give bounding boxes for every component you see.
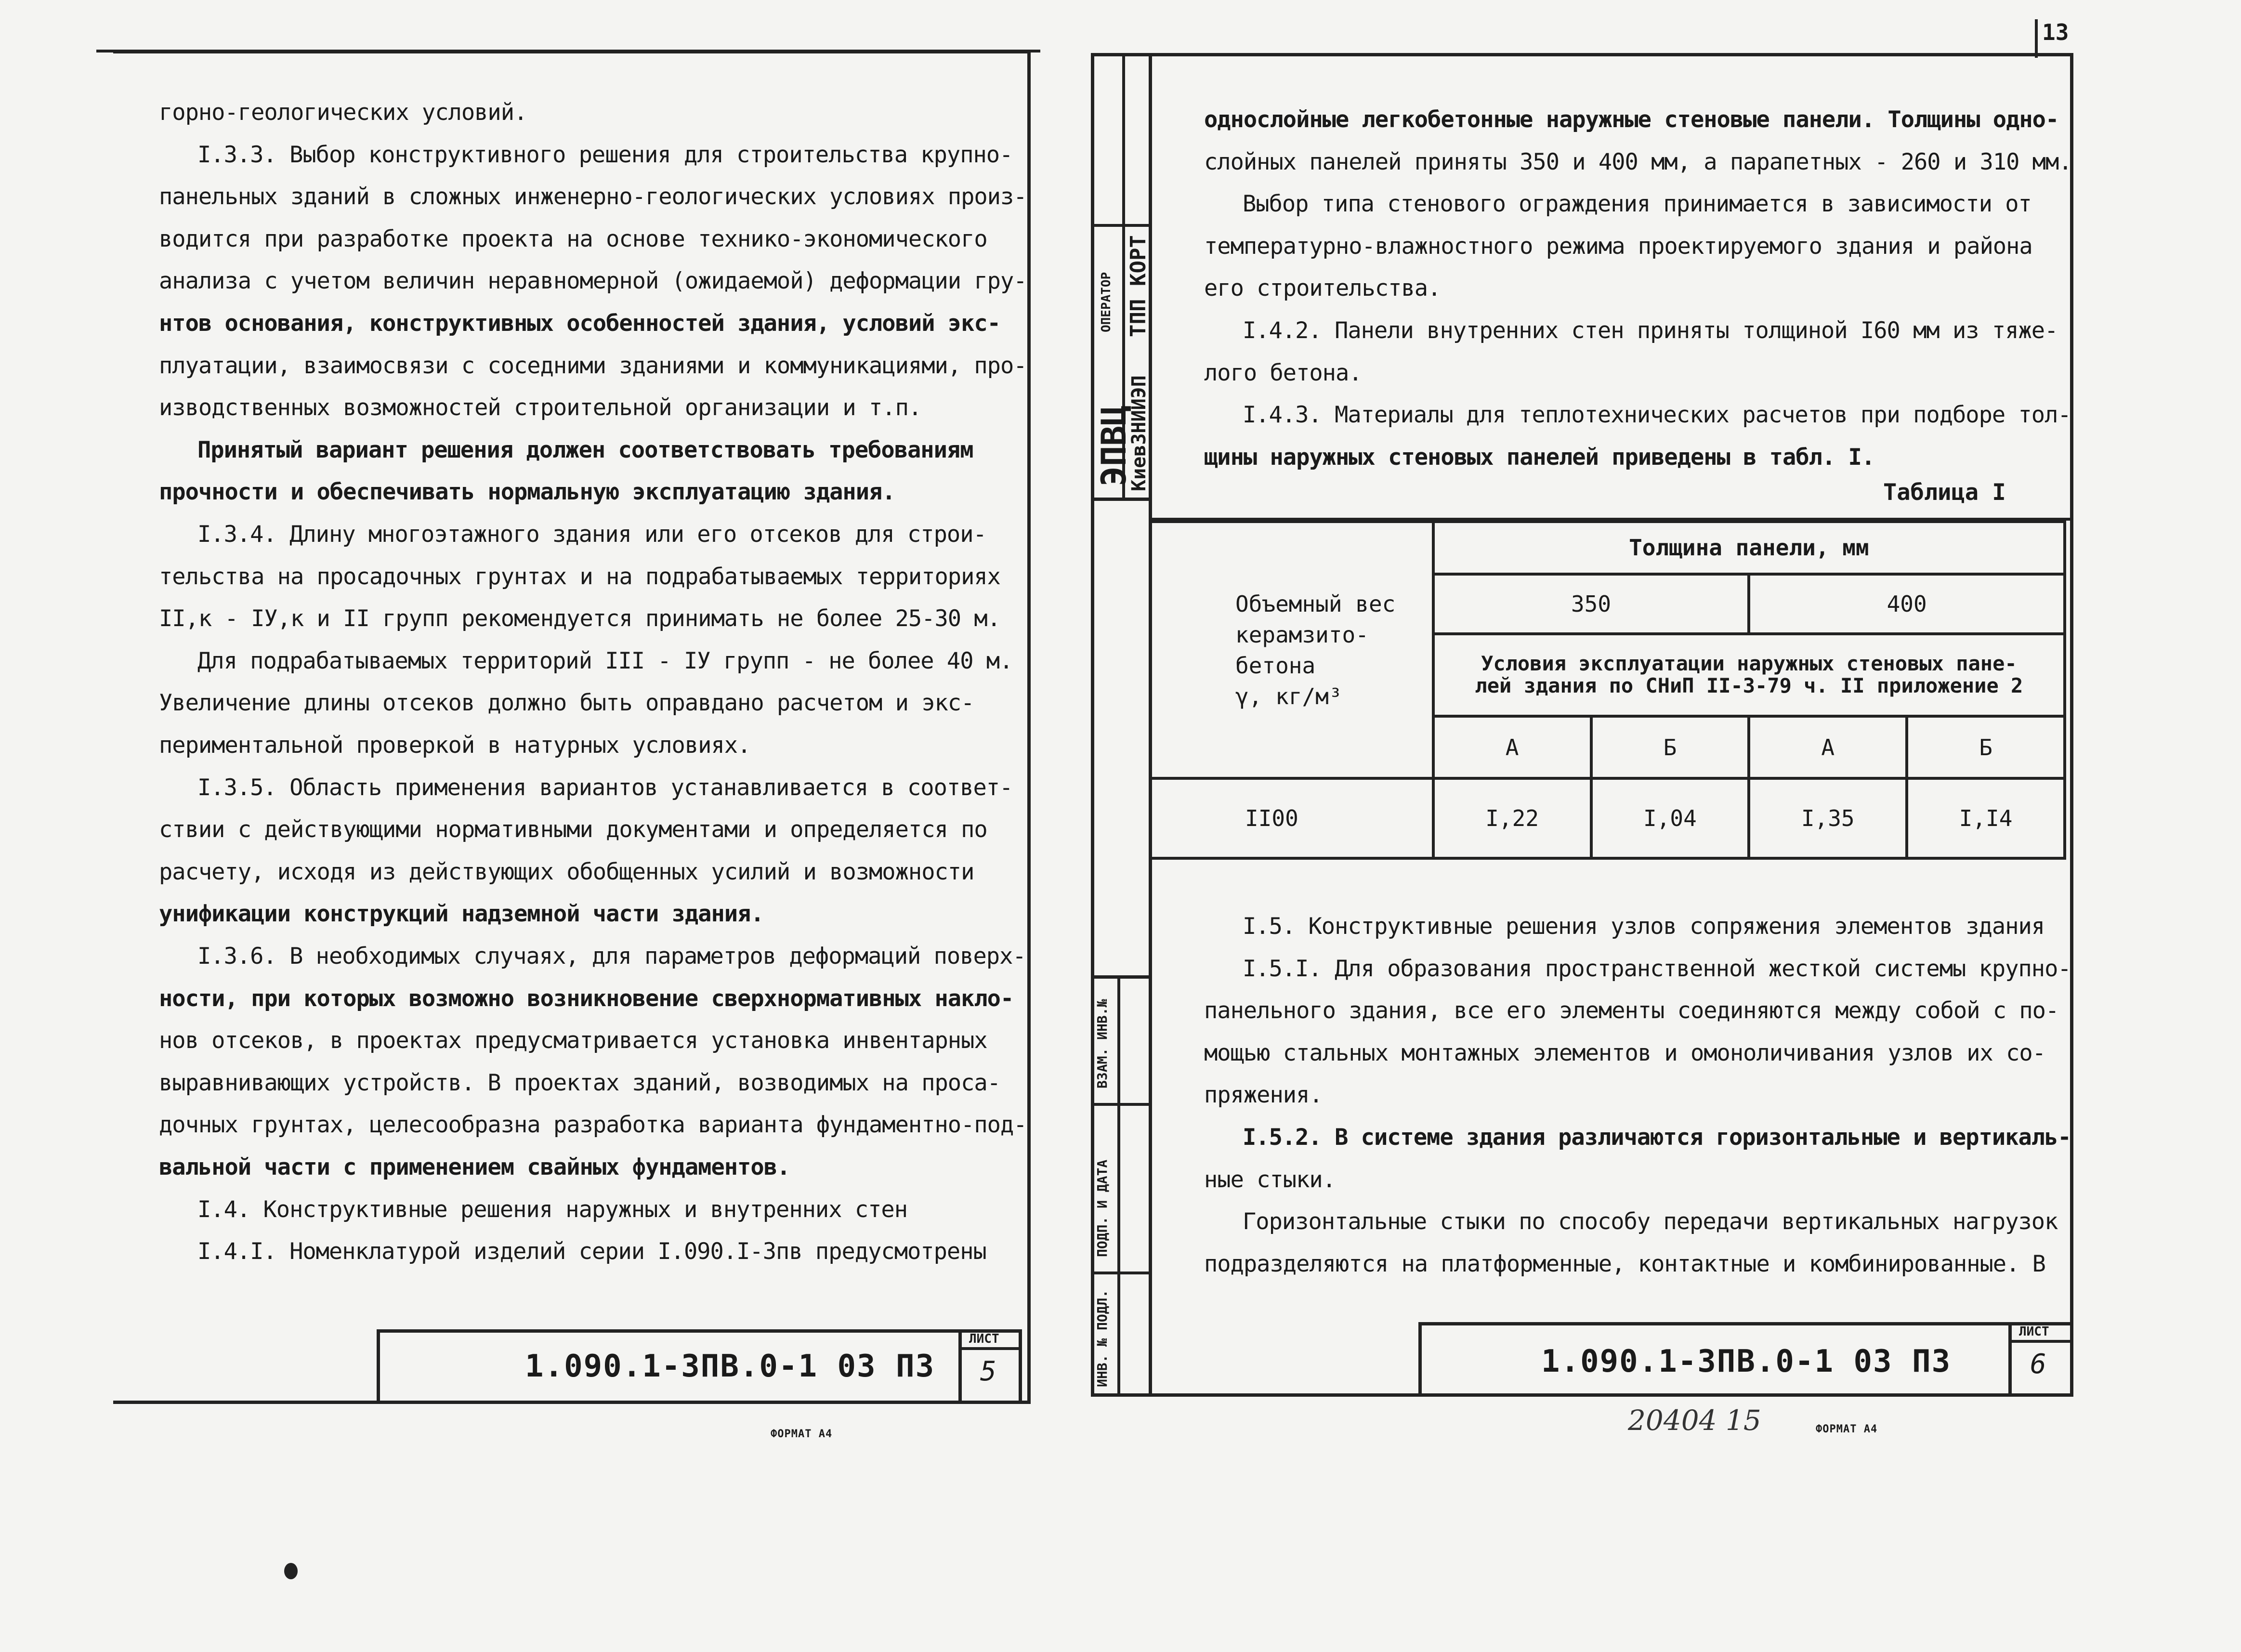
text-line: температурно-влажностного режима проектируемого здания и района (1204, 233, 2032, 260)
top-right-number: 13 (2042, 19, 2069, 45)
text-line: Выбор типа стенового ограждения принимается в зависимости от (1243, 191, 2031, 218)
top-right-tick (2035, 19, 2038, 58)
text-line: I.4. Конструктивные решения наружных и внутренних стен (197, 1196, 908, 1223)
left-sheet-label: ЛИСТ (969, 1332, 999, 1346)
side-field-sign-date: ПОДП. И ДАТА (1094, 1159, 1110, 1257)
text-line: I.5.2. В системе здания различаются горизонтальные и вертикаль- (1243, 1124, 2071, 1151)
text-line: тельства на просадочных грунтах и на подрабатываемых территориях (159, 563, 1000, 590)
side-stamp-operator-label: ОПЕРАТОР (1099, 272, 1114, 332)
conditions-line-2: лей здания по СНиП II-3-79 ч. II приложение 2 (1475, 674, 2023, 698)
side-stamp-org: ЭПВЦ (1094, 405, 1134, 486)
text-line: I.4.I. Номенклатурой изделий серии I.090.I-3пв предусмотрены (197, 1238, 986, 1265)
text-line: периментальной проверкой в натурных условиях. (159, 732, 751, 759)
text-line: Принятый вариант решения должен соответствовать требованиям (197, 436, 973, 463)
side-field-replaced-inv: ВЗАМ. ИНВ.№ (1094, 999, 1110, 1088)
side-stamp-org-sub: КиевЗНИИЭП (1128, 375, 1150, 491)
side-fields-split-2 (1091, 1272, 1152, 1274)
text-line: расчету, исходя из действующих обобщенных усилий и возможности (159, 858, 974, 885)
subcol-a-400: А (1749, 716, 1907, 778)
right-sheet-label-divider (2008, 1340, 2073, 1343)
text-line: щины наружных стеновых панелей приведены в табл. I. (1204, 444, 1875, 471)
side-field-original-inv: ИНВ. № ПОДЛ. (1094, 1289, 1110, 1387)
table-row-header-cell (1149, 522, 1433, 778)
text-line: водится при разработке проекта на основе технико-экономического (159, 225, 987, 252)
text-line: ные стыки. (1204, 1166, 1336, 1193)
text-line: Увеличение длины отсеков должно быть оправдано расчетом и экс- (159, 690, 974, 717)
text-line: его строительства. (1204, 275, 1441, 302)
text-line: панельного здания, все его элементы соединяются между собой с по- (1204, 997, 2059, 1024)
subcol-b-400: Б (1907, 716, 2065, 778)
text-line: I.5.I. Для образования пространственной жесткой системы крупно- (1243, 955, 2071, 982)
text-line: горно-геологических условий. (159, 99, 527, 126)
row-header-line-3: бетона (1235, 652, 1316, 679)
text-line: подразделяются на платформенные, контактные и комбинированные. В (1204, 1250, 2045, 1277)
handwritten-note: 20404 15 (1628, 1404, 1761, 1437)
text-line: слойных панелей приняты 350 и 400 мм, а парапетных - 260 и 310 мм. (1204, 148, 2072, 175)
text-line: I.3.4. Длину многоэтажного здания или его отсеков для строи- (197, 521, 986, 548)
subcol-b-350: Б (1591, 716, 1749, 778)
text-line: мощью стальных монтажных элементов и омоноличивания узлов их со- (1204, 1039, 2045, 1066)
text-line: прочности и обеспечивать нормальную эксплуатацию здания. (159, 479, 895, 506)
text-line: выравнивающих устройств. В проектах зданий, возводимых на проса- (159, 1069, 1000, 1096)
text-line: нов отсеков, в проектах предусматривается установка инвентарных (159, 1027, 987, 1054)
conditions-line-1: Условия эксплуатации наружных стеновых пане- (1481, 652, 2017, 676)
text-line: I.3.6. В необходимых случаях, для параметров деформаций поверх- (197, 943, 1026, 970)
side-fields-split-1 (1091, 1103, 1152, 1106)
left-title-block-divider (958, 1329, 962, 1404)
text-line: лого бетона. (1204, 359, 1362, 386)
left-format-label: ФОРМАТ А4 (771, 1428, 833, 1440)
right-sheet-label: ЛИСТ (2019, 1324, 2049, 1339)
value-cell-4: I,I4 (1907, 778, 2065, 858)
text-line: плуатации, взаимосвязи с соседними зданиями и коммуникациями, про- (159, 352, 1027, 379)
side-stamp-split (1091, 224, 1152, 227)
right-sheet-number: 6 (2030, 1349, 2046, 1380)
row-header-line-4: γ, кг/м³ (1235, 683, 1342, 709)
side-fields-divider (1117, 975, 1120, 1397)
text-line: I.3.3. Выбор конструктивного решения для строительства крупно- (197, 141, 1013, 168)
ink-dot (284, 1563, 298, 1579)
table-row (1149, 778, 2065, 858)
text-line: однослойные легкобетонные наружные стеновые панели. Толщины одно- (1204, 106, 2059, 133)
value-cell-2: I,04 (1591, 778, 1749, 858)
text-line: I.4.2. Панели внутренних стен приняты толщиной I60 мм из тяже- (1243, 317, 2058, 344)
text-line: Для подрабатываемых территорий III - IУ групп - не более 40 м. (197, 647, 1013, 674)
value-cell-1: I,22 (1433, 778, 1591, 858)
text-line: изводственных возможностей строительной организации и т.п. (159, 394, 922, 421)
text-line: вальной части с применением свайных фундаментов. (159, 1154, 790, 1180)
text-line: Горизонтальные стыки по способу передачи вертикальных нагрузок (1243, 1208, 2058, 1235)
text-line: нтов основания, конструктивных особенностей здания, условий экс- (159, 310, 1000, 337)
right-format-label: ФОРМАТ А4 (1816, 1423, 1878, 1435)
text-line: I.4.3. Материалы для теплотехнических расчетов при подборе тол- (1243, 402, 2071, 429)
value-cell-3: I,35 (1749, 778, 1907, 858)
table-caption: Таблица I (1883, 479, 2006, 506)
subcol-a-350: А (1433, 716, 1591, 778)
text-line: I.3.5. Область применения вариантов устанавливается в соответ- (197, 774, 1013, 801)
text-line: панельных зданий в сложных инженерно-геологических условиях произ- (159, 184, 1027, 210)
text-line: унификации конструкций надземной части здания. (159, 901, 764, 928)
left-sheet-number: 5 (980, 1356, 996, 1387)
thickness-350-cell: 350 (1433, 574, 1749, 634)
left-document-code: 1.090.1-3ПВ.0-1 03 ПЗ (525, 1349, 935, 1384)
right-title-block-divider (2008, 1322, 2012, 1397)
text-line: дочных грунтах, целесообразна разработка варианта фундаментно-под- (159, 1112, 1027, 1139)
text-line: II,к - IУ,к и II групп рекомендуется принимать не более 25-30 м. (159, 605, 1000, 632)
text-line: анализа с учетом величин неравномерной (ожидаемой) деформации гру- (159, 268, 1027, 295)
text-line: ности, при которых возможно возникновение сверхнормативных накло- (159, 985, 1014, 1012)
text-line: пряжения. (1204, 1082, 1323, 1109)
left-page-top-rule (96, 50, 1040, 52)
density-cell: II00 (1149, 778, 1433, 858)
text-line: I.5. Конструктивные решения узлов сопряжения элементов здания (1243, 913, 2045, 940)
text-line: ствии с действующими нормативными документами и определяется по (159, 816, 987, 843)
row-header-line-2: керамзито- (1235, 621, 1369, 648)
right-document-code: 1.090.1-3ПВ.0-1 03 ПЗ (1541, 1344, 1952, 1379)
side-stamp-operator-value: ТПП КОРТ (1126, 235, 1151, 337)
material-table (1149, 520, 2066, 860)
row-header-line-1: Объемный вес (1235, 590, 1396, 617)
group-header-cell: Толщина панели, мм (1433, 522, 2065, 574)
thickness-400-cell: 400 (1749, 574, 2065, 634)
conditions-cell (1433, 634, 2065, 716)
left-sheet-label-divider (958, 1347, 1021, 1350)
